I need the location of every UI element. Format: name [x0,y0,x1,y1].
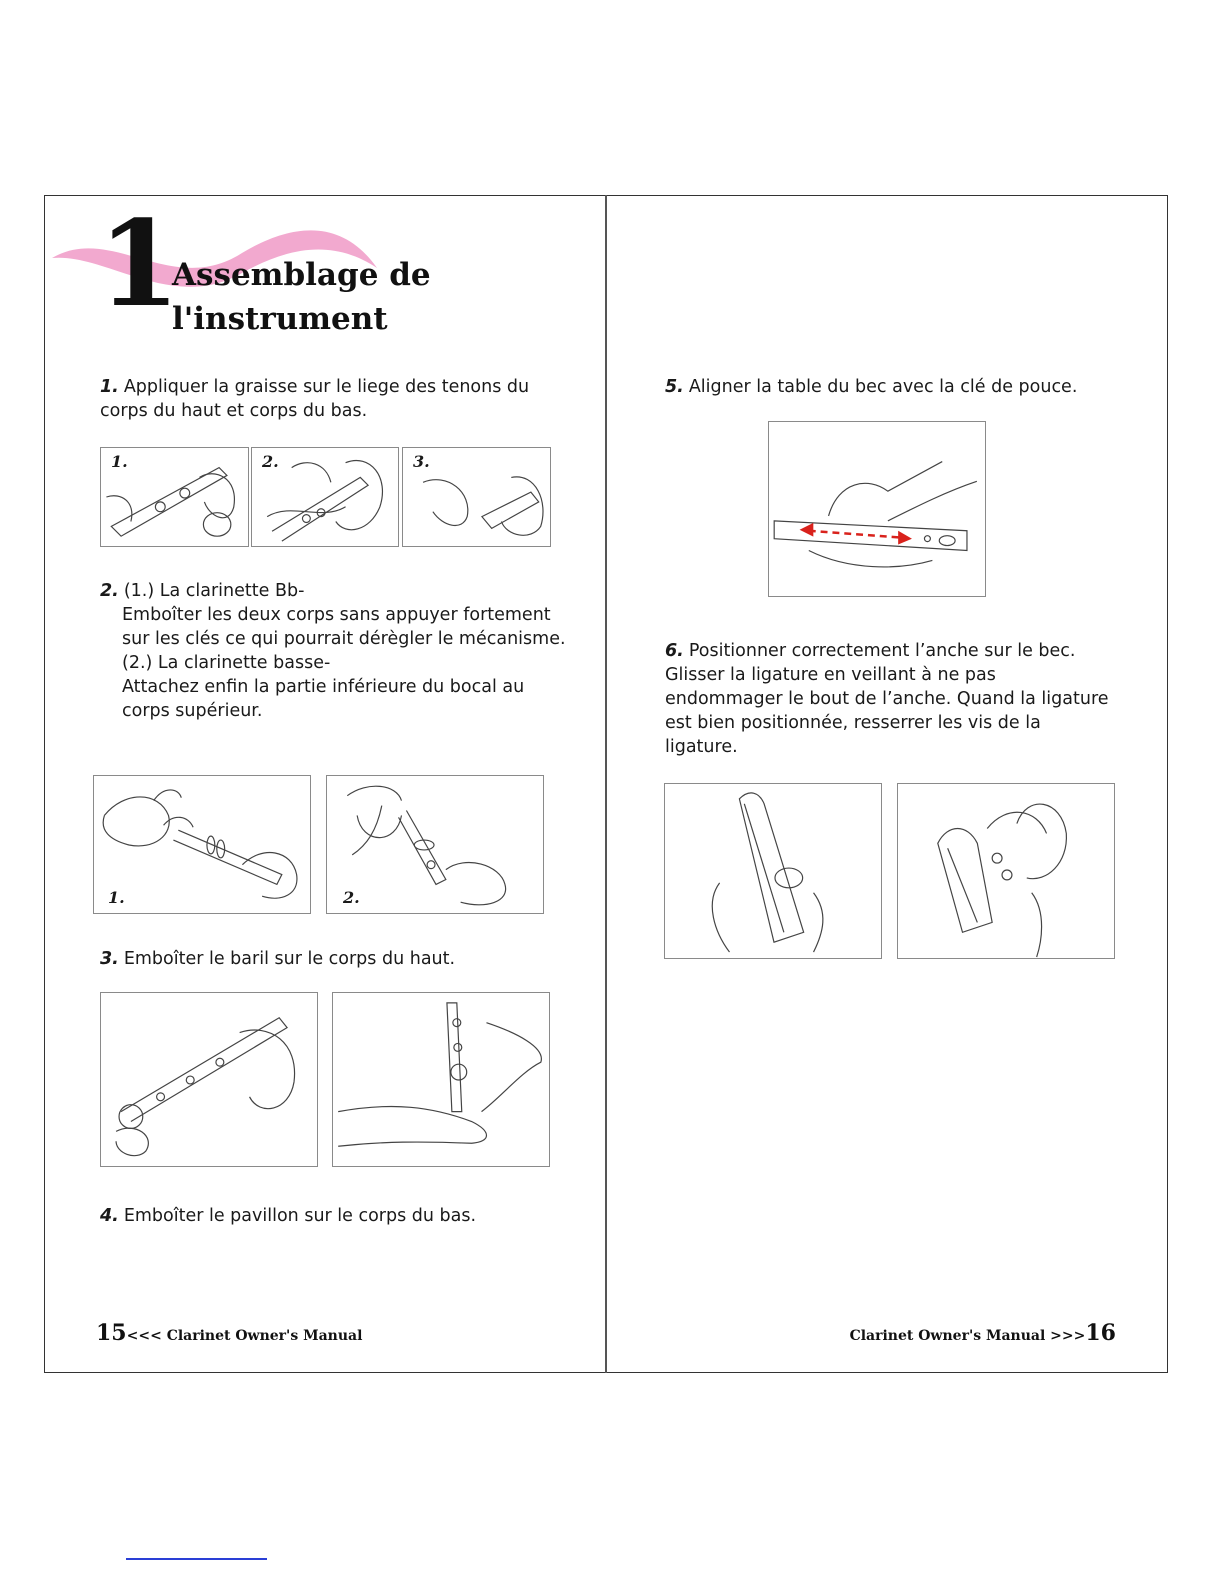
step-5-number: 5. [665,377,684,397]
step-5-text: Aligner la table du bec avec la clé de pouce. [688,377,1078,397]
right-page [607,195,1168,1373]
step-1 [100,375,550,423]
step-1-text: Appliquer la graisse sur le liege des tenons du corps du haut et corps du bas. [100,377,530,421]
illustration-barrel-1 [100,992,318,1167]
footer-right-text: Clarinet Owner's Manual >>> [849,1328,1086,1344]
illustration-ligature [897,783,1115,959]
step-6-text: Positionner correctement l’anche sur le bec. Glisser la ligature en veillant à ne pas endommager le bout de l’anche. Quand la ligature est bien positionnée, resserrer les vis de la ligature. [665,641,1109,757]
step-4-number: 4. [100,1206,119,1226]
step-2-line4: Attachez enfin la partie inférieure du bocal au corps supérieur. [122,677,525,721]
page-number-16: 16 [1085,1320,1116,1346]
illustration-grease-2 [251,447,399,547]
chapter-number: 1 [98,194,175,333]
left-footer [96,1320,362,1346]
illustration-join-bass [326,775,544,914]
step-6-number: 6. [665,641,684,661]
panel-label: 2. [343,888,360,907]
step-2-line3: (2.) La clarinette basse- [122,653,331,673]
left-page [44,195,605,1373]
panel-label: 1. [108,888,125,907]
footer-left-text: <<< Clarinet Owner's Manual [126,1328,363,1344]
step-2-line2: Emboîter les deux corps sans appuyer fortement sur les clés ce qui pourrait dérègler le mécanisme. [122,605,566,649]
chapter-title [172,253,431,341]
illustration-reed-placement [664,783,882,959]
step-4 [100,1204,570,1228]
chapter-title-line1: Assemblage de [172,257,431,293]
panel-label: 3. [413,452,430,471]
right-footer [850,1320,1116,1346]
illustration-grease-3 [402,447,551,547]
link-underline[interactable] [126,1558,267,1560]
step-3-number: 3. [100,949,119,969]
step-3 [100,947,570,971]
step-2 [100,579,570,723]
step-6 [665,639,1115,759]
step-2-number: 2. [100,581,119,601]
step-3-text: Emboîter le baril sur le corps du haut. [123,949,456,969]
illustration-barrel-2 [332,992,550,1167]
page-number-15: 15 [96,1320,127,1346]
panel-label: 1. [111,452,128,471]
step-5 [665,375,1135,399]
illustration-grease-1 [100,447,249,547]
illustration-align-mouthpiece [768,421,986,597]
chapter-title-line2: l'instrument [172,301,388,337]
step-4-text: Emboîter le pavillon sur le corps du bas. [123,1206,477,1226]
step-1-number: 1. [100,377,119,397]
panel-label: 2. [262,452,279,471]
illustration-join-bb [93,775,311,914]
step-2-line1: (1.) La clarinette Bb- [123,581,305,601]
